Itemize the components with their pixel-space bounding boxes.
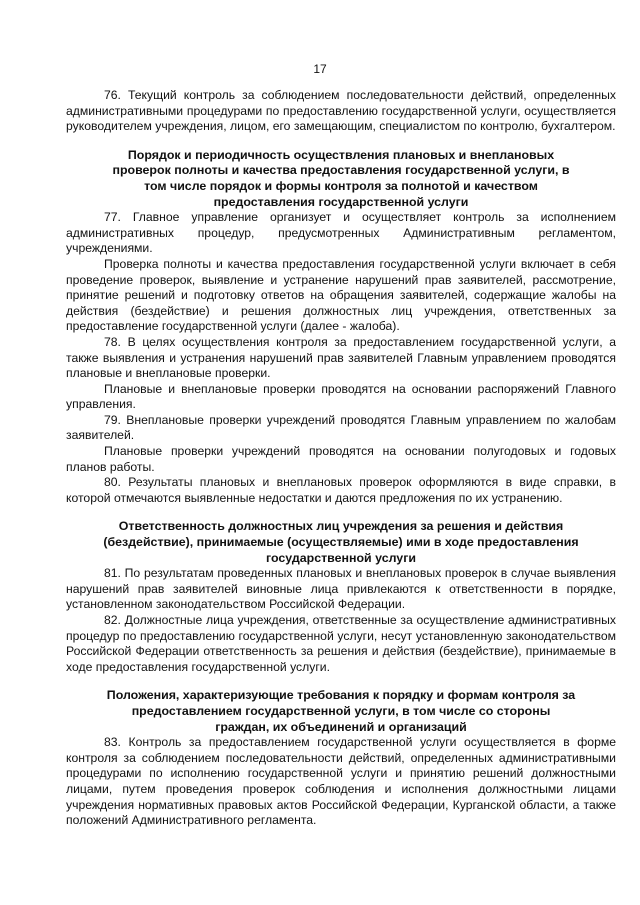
- document-body: [66, 88, 616, 829]
- paragraph-76: 76. Текущий контроль за соблюдением последовательности действий, определенных административными процедурами по предоставлению государственной услуги, осуществляется руководителем учреждения, лицом, его замещающим, специалистом по контролю, бухгалтером.: [66, 88, 616, 134]
- section-heading-control-requirements: Положения, характеризующие требования к порядку и формам контроля за предоставлением государственной услуги, в том числе со стороны граждан, их объединений и организаций: [106, 688, 576, 734]
- section-heading-inspections: Порядок и периодичность осуществления плановых и внеплановых проверок полноты и качества предоставления государственной услуги, в том числе порядок и формы контроля за полнотой и качеством предоставления государственной услуги: [112, 147, 570, 209]
- paragraph-79: 79. Внеплановые проверки учреждений проводятся Главным управлением по жалобам заявителей.: [66, 412, 616, 443]
- paragraph-80: 80. Результаты плановых и внеплановых проверок оформляются в виде справки, в которой отмечаются выявленные недостатки и даются предложения по их устранению.: [66, 475, 616, 505]
- paragraph-79-continued: Плановые проверки учреждений проводятся на основании полугодовых и годовых планов работы.: [66, 444, 616, 474]
- paragraph-82: 82. Должностные лица учреждения, ответственные за осуществление административных процедур по предоставлению государственной услуги, несут установленную законодательством Российской Федерации ответственность за решения и действия (бездействие), принимаемые в ходе предоставления государственной услуги.: [66, 613, 616, 674]
- section-heading-responsibility: Ответственность должностных лиц учреждения за решения и действия (бездействие), принимаемые (осуществляемые) ими в ходе предоставления государственной услуги: [103, 519, 579, 565]
- paragraph-77-continued: Проверка полноты и качества предоставления государственной услуги включает в себя проведение проверок, выявление и устранение нарушений прав заявителей, рассмотрение, принятие решений и подготовку ответов на обращения заявителей, содержащие жалобы на действия (бездействие) и решения должностных лиц учреждения, ответственных за предоставление государственной услуги (далее - жалоба).: [66, 256, 616, 334]
- paragraph-78-continued: Плановые и внеплановые проверки проводятся на основании распоряжений Главного управления.: [66, 381, 616, 412]
- page-number: 17: [313, 62, 327, 76]
- paragraph-78: 78. В целях осуществления контроля за предоставлением государственной услуги, а также выявления и устранения нарушений прав заявителей Главным управлением проводятся плановые и внеплановые проверки.: [66, 334, 616, 381]
- paragraph-81: 81. По результатам проведенных плановых и внеплановых проверок в случае выявления нарушений прав заявителей виновные лица привлекаются к ответственности в порядке, установленном законодательством Российской Федерации.: [66, 566, 616, 612]
- paragraph-83: 83. Контроль за предоставлением государственной услуги осуществляется в форме контроля за соблюдением последовательности действий, определенных административными процедурами по исполнению государственной услуги и принятию решений должностными лицами, путем проведения проверок соблюдения и исполнения должностными лицами учреждения нормативных правовых актов Российской Федерации, Курганской области, а также положений Административного регламента.: [66, 735, 616, 828]
- paragraph-77: 77. Главное управление организует и осуществляет контроль за исполнением административных процедур, предусмотренных Административным регламентом, учреждениями.: [66, 210, 616, 256]
